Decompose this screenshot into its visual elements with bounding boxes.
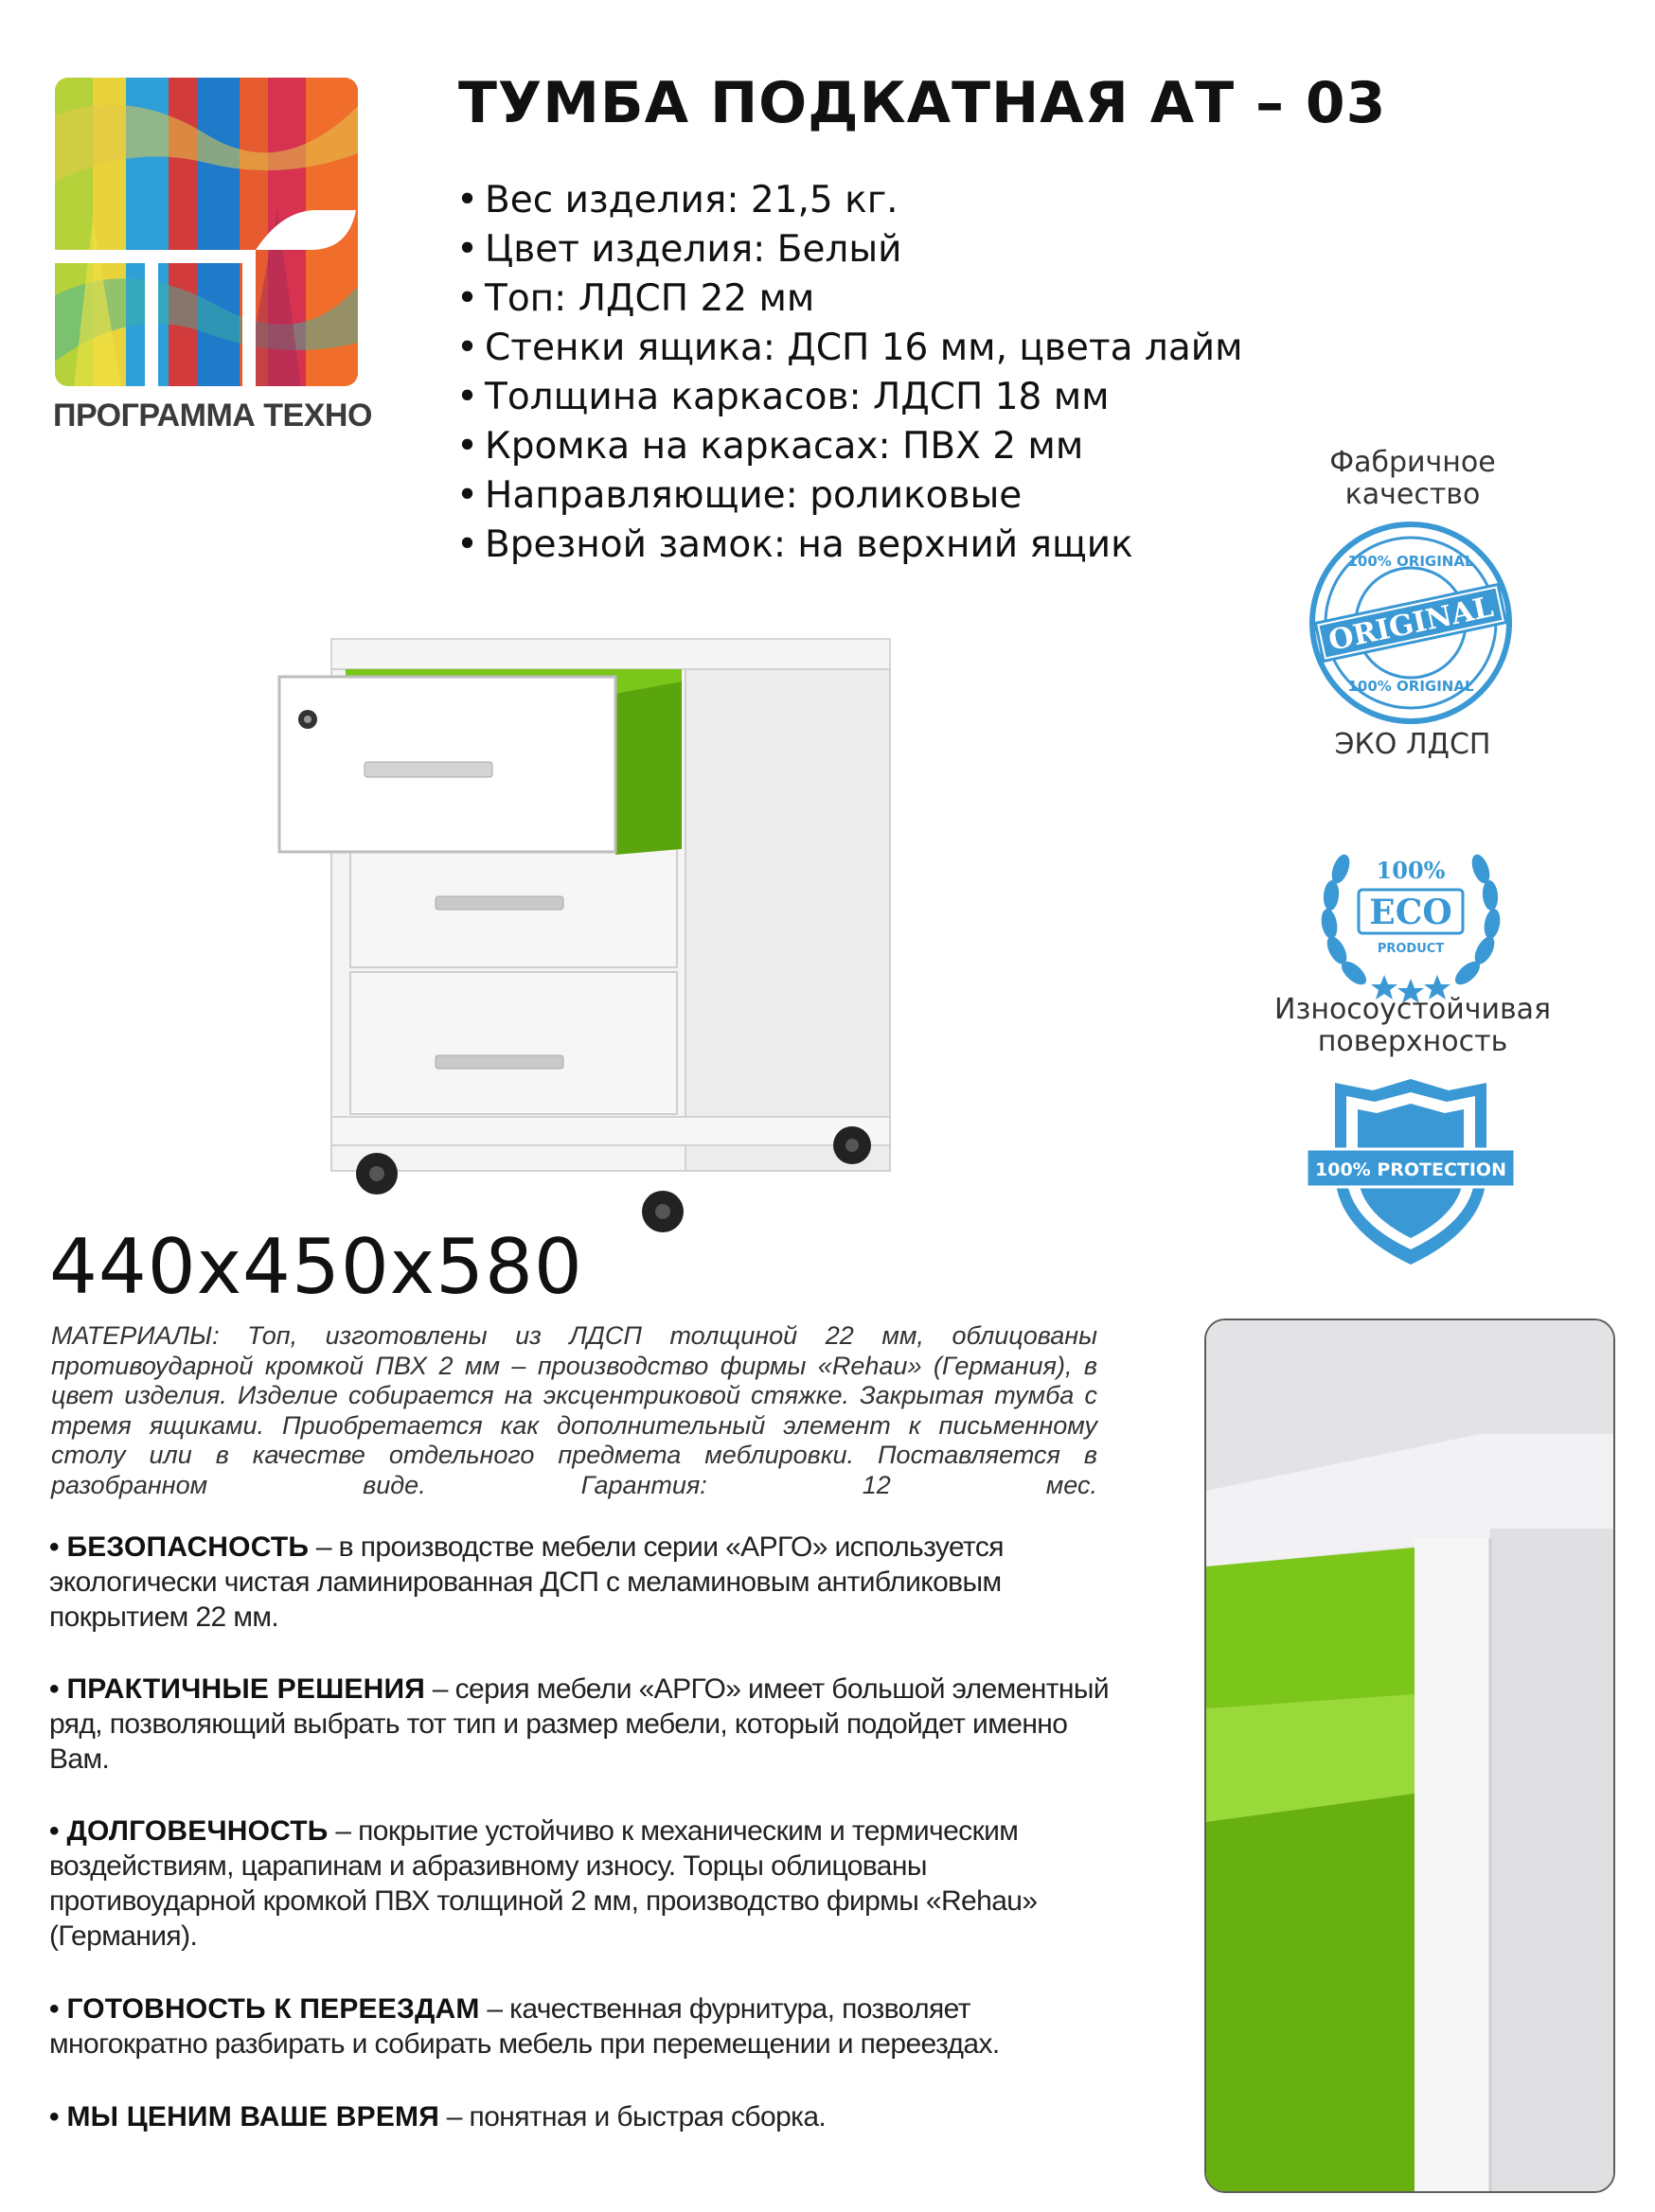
bullet: • — [49, 1531, 60, 1563]
spec-text: Топ: ЛДСП 22 мм — [485, 277, 815, 320]
spec-item — [456, 324, 1243, 373]
corner-closeup-graphic — [1206, 1320, 1613, 2191]
original-stamp-icon — [1307, 519, 1515, 727]
stamp-main-text: ECO — [1369, 893, 1452, 932]
bullet: • — [456, 179, 479, 221]
product-image — [275, 620, 909, 1254]
bullet: • — [456, 277, 479, 320]
bullet: • — [456, 474, 479, 517]
feature-safety — [49, 1530, 1129, 1635]
bullet: • — [456, 376, 479, 418]
feature-heading: ГОТОВНОСТЬ К ПЕРЕЕЗДАМ — [66, 1993, 480, 2025]
eco-laurel-icon — [1307, 812, 1515, 1020]
feature-durability — [49, 1814, 1129, 1954]
badge-label-eco: ЭКО ЛДСП — [1334, 728, 1491, 761]
bullet: • — [49, 1673, 60, 1705]
feature-text: – качественная фурнитура, позволяет многократно разбирать и собирать мебель при перемещении и переездах. — [49, 1993, 1000, 2060]
shield-icon — [1307, 1068, 1515, 1276]
spec-text: Цвет изделия: Белый — [485, 228, 902, 271]
stamp-top-text: 100% — [1376, 857, 1446, 884]
materials-paragraph: МАТЕРИАЛЫ: Топ, изготовлены из ЛДСП толщиной 22 мм, облицованы противоударной кромкой ПВХ 2 мм – производство фирмы «Rehau» (Германия), в цвет изделия. Изделие собирается на эксцентриковой стяжке. Закрытая тумба с тремя ящиками. Приобретается как дополнительный элемент к письменному столу или в качестве отдельного предмета меблировки. Поставляется в разобранном виде. Гарантия: 12 мес. — [51, 1321, 1097, 1499]
material-closeup-image — [1204, 1318, 1615, 2193]
bullet: • — [456, 425, 479, 468]
bullet: • — [456, 228, 479, 271]
brand-logo — [55, 78, 358, 386]
spec-text: Направляющие: роликовые — [485, 474, 1023, 517]
spec-item — [456, 521, 1243, 570]
spec-text: Врезной замок: на верхний ящик — [485, 523, 1133, 566]
badge-label-quality: Фабричное качество — [1329, 446, 1496, 511]
spec-text: Стенки ящика: ДСП 16 мм, цвета лайм — [485, 327, 1243, 369]
bullet: • — [456, 327, 479, 369]
pedestal-illustration — [275, 620, 909, 1254]
stamp-main-text: 100% PROTECTION — [1315, 1159, 1506, 1180]
feature-text: – серия мебели «АРГО» имеет большой элементный ряд, позволяющий выбрать тот тип и размер мебели, который подойдет именно Вам. — [49, 1673, 1109, 1775]
stamp-bottom-text: PRODUCT — [1377, 942, 1445, 956]
feature-practical — [49, 1672, 1129, 1777]
feature-text: – в производстве мебели серии «АРГО» используется экологически чистая ламинированная ДСП с меламиновым антибликовым покрытием 22 мм. — [49, 1531, 1004, 1633]
feature-heading: МЫ ЦЕНИМ ВАШЕ ВРЕМЯ — [66, 2101, 439, 2132]
feature-text: – понятная и быстрая сборка. — [439, 2101, 827, 2132]
feature-moving — [49, 1991, 1129, 2062]
brand-logo-graphic — [55, 78, 358, 386]
feature-heading: БЕЗОПАСНОСТЬ — [66, 1531, 310, 1563]
feature-heading: ДОЛГОВЕЧНОСТЬ — [66, 1815, 329, 1847]
bullet: • — [49, 1815, 60, 1847]
spec-item — [456, 176, 1243, 225]
product-title: ТУМБА ПОДКАТНАЯ АТ – 03 — [458, 70, 1387, 136]
spec-item — [456, 274, 1243, 324]
stamp-bottom-text: 100% ORIGINAL — [1347, 678, 1474, 695]
spec-list — [456, 176, 1243, 570]
bullet: • — [456, 523, 479, 566]
stamp-top-text: 100% ORIGINAL — [1347, 553, 1474, 570]
feature-text: – покрытие устойчиво к механическим и термическим воздействиям, царапинам и абразивному износу. Торцы облицованы противоударной кромкой ПВХ толщиной 2 мм, производство фирмы «Rehau» (Германия). — [49, 1815, 1038, 1952]
spec-text: Кромка на каркасах: ПВХ 2 мм — [485, 425, 1084, 468]
feature-heading: ПРАКТИЧНЫЕ РЕШЕНИЯ — [66, 1673, 426, 1705]
brand-name: ПРОГРАММА ТЕХНО — [53, 398, 372, 434]
badge-label-wear: Износоустойчивая поверхность — [1273, 993, 1552, 1058]
spec-item — [456, 373, 1243, 422]
spec-text: Толщина каркасов: ЛДСП 18 мм — [485, 376, 1110, 418]
badge-protection — [1307, 1068, 1515, 1280]
feature-time — [49, 2099, 1129, 2134]
spec-item — [456, 422, 1243, 471]
bullet: • — [49, 2101, 60, 2132]
spec-text: Вес изделия: 21,5 кг. — [485, 179, 899, 221]
spec-item — [456, 471, 1243, 521]
badge-original — [1307, 519, 1515, 731]
spec-item — [456, 225, 1243, 274]
stamp-main-text: ORIGINAL — [1326, 590, 1497, 658]
bullet: • — [49, 1993, 60, 2025]
dimensions: 440x450x580 — [49, 1223, 583, 1311]
